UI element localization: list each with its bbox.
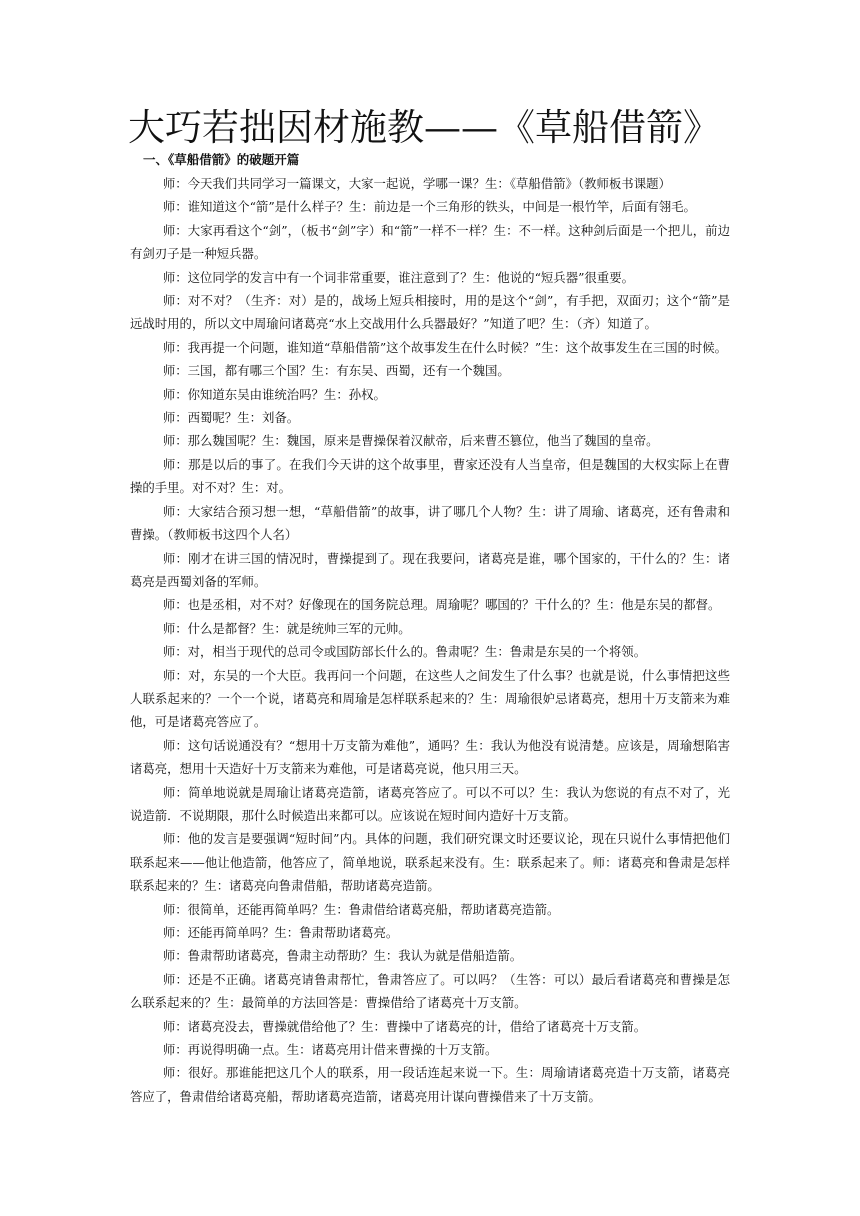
paragraph: 师：西蜀呢？生：刘备。 (162, 410, 300, 426)
paragraph: 师：这句话说通没有？“想用十万支箭为难他”，通吗？生：我认为他没有说清楚。应该是，周瑜想陷害诸葛亮，想用十天造好十万支箭来为难他，可是诸葛亮说，他只用三天。 (130, 737, 730, 777)
paragraph: 师：刚才在讲三国的情况时，曹操提到了。现在我要问，诸葛亮是谁，哪个国家的，干什么的？生：诸葛亮是西蜀刘备的军师。 (130, 550, 730, 589)
paragraph: 师：很好。那谁能把这几个人的联系，用一段话连起来说一下。生：周瑜请诸葛亮造十万支箭，诸葛亮答应了，鲁肃借给诸葛亮船，帮助诸葛亮造箭，诸葛亮用计谋向曹操借来了十万支箭。 (130, 1065, 730, 1104)
paragraph: 师：大家结合预习想一想，“草船借箭”的故事，讲了哪几个人物？生：讲了周瑜、诸葛亮，还有鲁肃和曹操。（教师板书这四个人名） (130, 503, 730, 543)
paragraph: 师：还是不正确。诸葛亮请鲁肃帮忙，鲁肃答应了。可以吗？（生答：可以）最后看诸葛亮和曹操是怎么联系起来的？生：最简单的方法回答是：曹操借给了诸葛亮十万支箭。 (130, 971, 730, 1011)
paragraph: 师：对不对？（生齐：对）是的，战场上短兵相接时，用的是这个“剑”，有手把，双面刃；这个“箭”是远战时用的，所以文中周瑜问诸葛亮“水上交战用什么兵器最好？”知道了吧？生：（齐）知道了。 (130, 293, 730, 332)
paragraph: 师：诸葛亮没去，曹操就借给他了？生：曹操中了诸葛亮的计，借给了诸葛亮十万支箭。 (162, 1018, 647, 1034)
document-title: 大巧若拙因材施教——《草船借箭》 (128, 106, 720, 149)
paragraph: 师：再说得明确一点。生：诸葛亮用计借来曹操的十万支箭。 (162, 1042, 498, 1058)
section-heading: 一、《草船借箭》的破题开篇 (143, 152, 300, 167)
paragraph: 师：对，相当于现代的总司令或国防部长什么的。鲁肃呢？生：鲁肃是东吴的一个将领。 (162, 644, 647, 660)
paragraph: 师：他的发言是要强调“短时间”内。具体的问题，我们研究课文时还要议论，现在只说什么事情把他们联系起来——他让他造箭，他答应了，简单地说，联系起来没有。生：联系起来了。师：诸葛亮和鲁肃是怎样联系起来的？生：诸葛亮向鲁肃借船，帮助诸葛亮造箭。 (130, 831, 730, 894)
paragraph: 师：鲁肃帮助诸葛亮，鲁肃主动帮助？生：我认为就是借船造箭。 (162, 948, 523, 964)
paragraph: 师：很简单，还能再简单吗？生：鲁肃借给诸葛亮船，帮助诸葛亮造箭。 (162, 901, 560, 917)
paragraph: 师：你知道东吴由谁统治吗？生：孙权。 (162, 386, 386, 402)
paragraph: 师：大家再看这个“剑”，（板书“剑”字）和“箭”一样不一样？生：不一样。这种剑后面是一个把儿，前边有剑刃子是一种短兵器。 (130, 222, 730, 262)
paragraph: 师：今天我们共同学习一篇课文，大家一起说，学哪一课？生：《草船借箭》（教师板书课题） (162, 176, 671, 191)
paragraph: 师：谁知道这个“箭”是什么样子？生：前边是一个三角形的铁头，中间是一根竹竿，后面有翎毛。 (162, 199, 696, 215)
document-body (130, 172, 730, 1108)
paragraph: 师：我再提一个问题，谁知道“草船借箭”这个故事发生在什么时候？”生：这个故事发生在三国的时候。 (162, 339, 728, 355)
paragraph: 师：对，东吴的一个大臣。我再问一个问题，在这些人之间发生了什么事？也就是说，什么事情把这些人联系起来的？一个一个说，诸葛亮和周瑜是怎样联系起来的？生：周瑜很妒忌诸葛亮，想用十万支箭来为难他，可是诸葛亮答应了。 (130, 667, 730, 730)
paragraph: 师：那是以后的事了。在我们今天讲的这个故事里，曹家还没有人当皇帝，但是魏国的大权实际上在曹操的手里。对不对？生：对。 (130, 456, 730, 496)
paragraph: 师：还能再简单吗？生：鲁肃帮助诸葛亮。 (162, 925, 399, 940)
paragraph: 师：也是丞相，对不对？好像现在的国务院总理。周瑜呢？哪国的？干什么的？生：他是东吴的都督。 (162, 597, 721, 613)
paragraph: 师：三国，都有哪三个国？生：有东吴、西蜀，还有一个魏国。 (162, 363, 510, 379)
paragraph: 师：那么魏国呢？生：魏国，原来是曹操保着汉献帝，后来曹丕篡位，他当了魏国的皇帝。 (162, 433, 659, 449)
paragraph: 师：简单地说就是周瑜让诸葛亮造箭，诸葛亮答应了。可以不可以？生：我认为您说的有点不对了，光说造箭．不说期限，那什么时候造出来都可以。应该说在短时间内造好十万支箭。 (130, 784, 730, 823)
paragraph: 师：这位同学的发言中有一个词非常重要，谁注意到了？生：他说的“短兵器”很重要。 (162, 269, 634, 285)
paragraph: 师：什么是都督？生：就是统帅三军的元帅。 (162, 620, 411, 636)
